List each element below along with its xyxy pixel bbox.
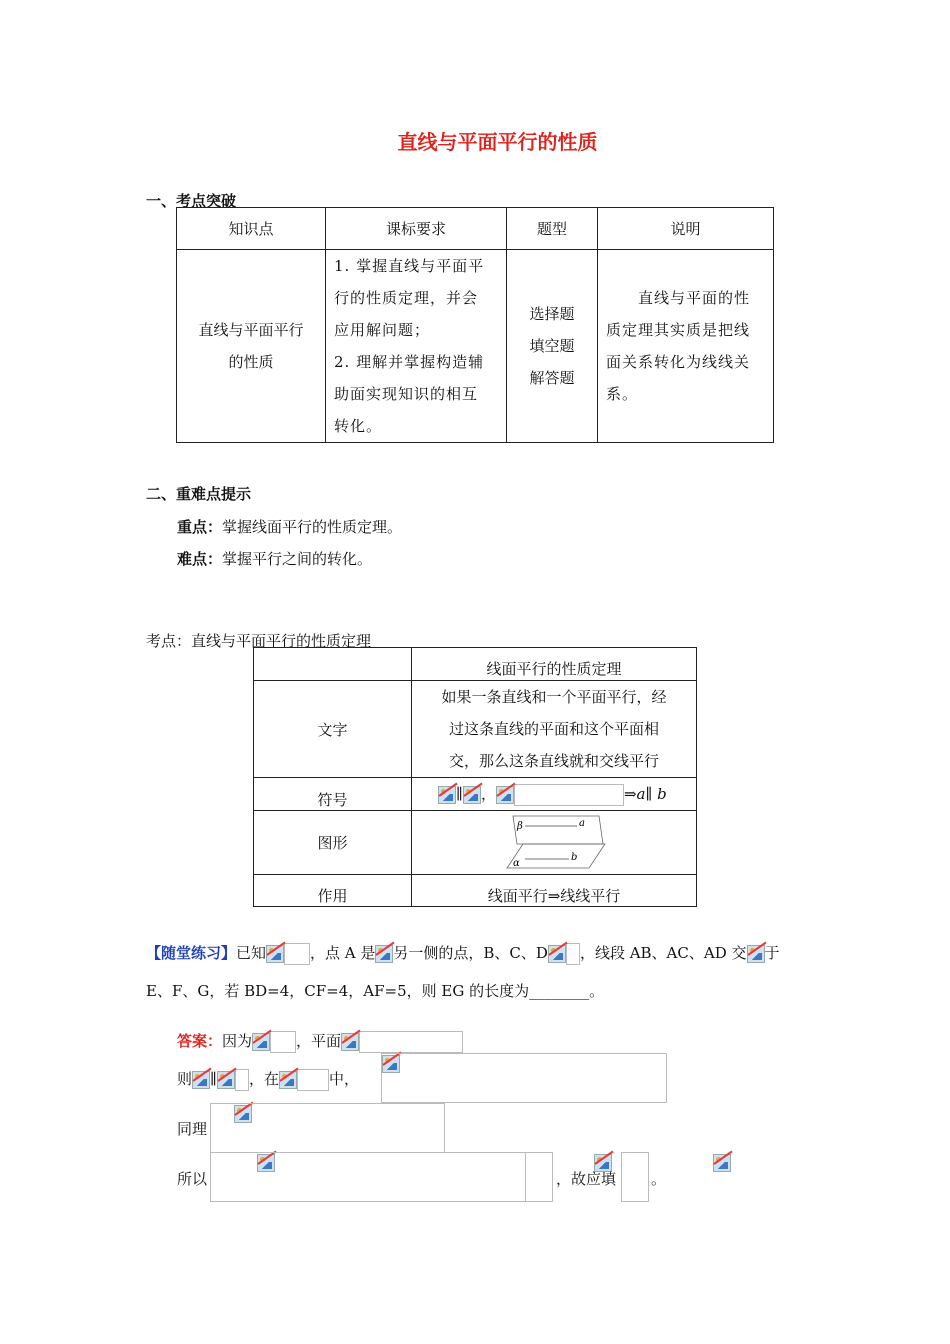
image-placeholder-icon: [463, 786, 481, 804]
topic-cell: [177, 250, 326, 443]
header-note: 说明: [598, 208, 774, 250]
formula-box: [284, 943, 310, 965]
text-line: 交，那么这条直线就和交线平行: [448, 752, 659, 770]
hard-label: 难点：: [177, 550, 223, 568]
note-line: 系。: [606, 385, 639, 403]
label-b: b: [571, 851, 578, 863]
type-line: 解答题: [529, 369, 575, 387]
exercise-text: ，线段 AB、AC、AD 交: [579, 944, 747, 962]
req-line: 1. 掌握直线与平面平: [334, 257, 485, 275]
formula-box: [566, 943, 580, 965]
exercise-label: 【随堂练习】: [146, 944, 237, 962]
image-placeholder-icon: [713, 1154, 731, 1172]
formula-box: [381, 1053, 667, 1103]
topic-line: 的性质: [228, 353, 274, 371]
image-placeholder-icon: [252, 1033, 270, 1051]
formula-box: [210, 1103, 445, 1153]
hard-text: 掌握平行之间的转化。: [222, 550, 373, 568]
topic-line: 直线与平面平行: [198, 321, 304, 339]
key-label: 重点：: [177, 518, 223, 536]
req-line: 转化。: [334, 417, 383, 435]
blank-header: [254, 648, 412, 681]
theorem-table: [253, 647, 697, 907]
comma: ，: [480, 784, 496, 803]
formula-box: [210, 1152, 526, 1202]
label-beta: β: [517, 820, 523, 832]
answer-text: 则: [177, 1070, 193, 1088]
knowledge-table: [176, 207, 774, 443]
exercise-text: ，点 A 是: [310, 944, 376, 962]
note-line: 面关系转化为线线关: [606, 353, 751, 371]
exercise-text: 另一侧的点，B、C、D: [393, 944, 548, 962]
symbol-label: 符号: [254, 778, 412, 811]
answer-line-1: [177, 1030, 463, 1053]
req-line: 2. 理解并掌握构造辅: [334, 353, 485, 371]
plane-alpha: [507, 844, 605, 868]
exercise-line-2: E、F、G，若 BD=4，CF=4，AF=5，则 EG 的长度为________。: [146, 982, 605, 1000]
text-line: 过这条直线的平面和这个平面相: [448, 720, 659, 738]
hard-point: [177, 548, 372, 569]
header-type: 题型: [507, 208, 598, 250]
exercise-text: 于: [764, 944, 780, 962]
use-label: 作用: [254, 875, 412, 907]
image-placeholder-icon: [438, 786, 456, 804]
answer-text: ，平面: [296, 1032, 342, 1050]
answer-text: 中，: [328, 1070, 359, 1088]
answer-line-4b: ，故应填: [556, 1170, 617, 1188]
text-content: [412, 681, 697, 778]
parallel-symbol: ∥: [210, 1070, 217, 1088]
answer-line-3: 同理: [177, 1120, 208, 1138]
answer-line-4a: 所以: [177, 1170, 208, 1188]
formula-box: [270, 1031, 296, 1053]
parallel-symbol: ∥: [456, 784, 463, 803]
exercise-line-1: [146, 942, 780, 965]
note-line: 直线与平面的性: [638, 289, 751, 307]
formula-box: [525, 1152, 553, 1202]
theorem-header: 线面平行的性质定理: [412, 648, 697, 681]
formula-box: [621, 1152, 649, 1202]
formula-box: [514, 784, 624, 806]
exercise-text: 已知: [236, 944, 267, 962]
key-point: [177, 516, 402, 537]
image-placeholder-icon: [217, 1071, 235, 1089]
type-line: 选择题: [529, 305, 575, 323]
formula-box: [359, 1031, 463, 1053]
symbol-tail: ⇒a∥ b: [623, 784, 667, 803]
figure-label: 图形: [254, 811, 412, 875]
answer-label: 答案：: [177, 1032, 223, 1050]
formula-box: [235, 1069, 249, 1091]
answer-text: ，在: [248, 1070, 279, 1088]
req-line: 助面实现知识的相互: [334, 385, 479, 403]
image-placeholder-icon: [279, 1071, 297, 1089]
key-text: 掌握线面平行的性质定理。: [222, 518, 403, 536]
kaodian-label: 考点：直线与平面平行的性质定理: [146, 632, 372, 650]
image-placeholder-icon: [192, 1071, 210, 1089]
use-content: 线面平行⇒线线平行: [412, 875, 697, 907]
header-requirement: 课标要求: [326, 208, 507, 250]
text-line: 如果一条直线和一个平面平行，经: [441, 688, 667, 706]
answer-line-2: [177, 1068, 359, 1091]
image-placeholder-icon: [375, 945, 393, 963]
req-line: 应用解问题；: [334, 321, 431, 339]
answer-line-4c: 。: [651, 1170, 667, 1188]
type-cell: [507, 250, 598, 443]
note-cell: [598, 250, 774, 443]
section2-heading: 二、重难点提示: [146, 485, 252, 503]
section1-heading: 一、考点突破: [146, 192, 237, 210]
label-a: a: [579, 817, 585, 829]
image-placeholder-icon: [266, 945, 284, 963]
requirement-cell: [326, 250, 507, 443]
req-line: 行的性质定理，并会: [334, 289, 479, 307]
planes-figure: [499, 814, 609, 872]
page-title: 直线与平面平行的性质: [397, 130, 598, 154]
label-alpha: α: [513, 857, 520, 869]
type-line: 填空题: [529, 337, 575, 355]
image-placeholder-icon: [496, 786, 514, 804]
header-topic: 知识点: [177, 208, 326, 250]
answer-text: 因为: [222, 1032, 253, 1050]
image-placeholder-icon: [341, 1033, 359, 1051]
figure-cell: [412, 811, 697, 875]
note-line: 质定理其实质是把线: [606, 321, 751, 339]
plane-beta: [513, 816, 603, 844]
symbol-content: [412, 778, 697, 811]
image-placeholder-icon: [747, 945, 765, 963]
image-placeholder-icon: [548, 945, 566, 963]
formula-box: [297, 1069, 329, 1091]
text-label: 文字: [254, 681, 412, 778]
